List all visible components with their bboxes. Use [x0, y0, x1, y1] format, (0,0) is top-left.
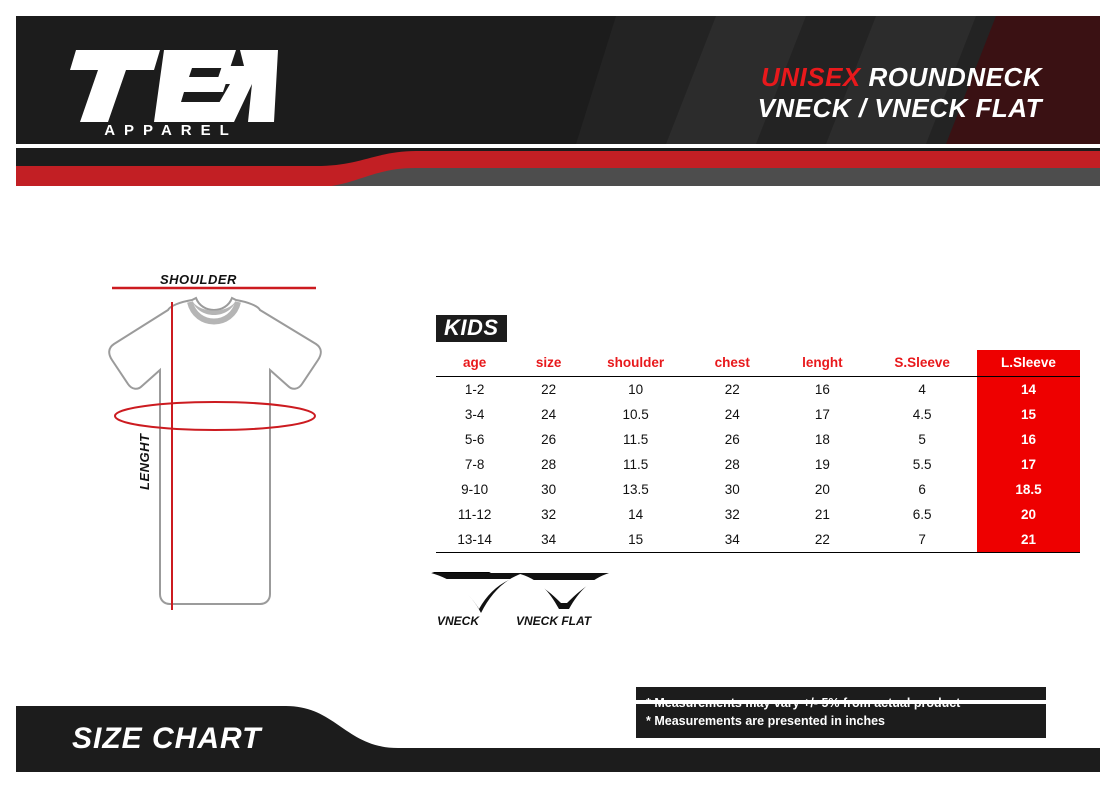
shoulder-label: SHOULDER: [160, 272, 237, 287]
cell-l-sleeve: 14: [977, 377, 1080, 403]
logo-subtitle: APPAREL: [104, 122, 238, 139]
table-row: [436, 477, 1080, 502]
table-row: [436, 452, 1080, 477]
cell-age: 9-10: [461, 482, 489, 497]
table-header-chest: chest: [687, 350, 777, 377]
table-header-size: size: [513, 350, 584, 377]
cell-shoulder: 11.5: [622, 457, 649, 472]
cell-age: 11-12: [457, 507, 492, 522]
cell-size: 30: [541, 482, 557, 497]
note-line-2: * Measurements are presented in inches: [646, 714, 885, 729]
table-header-row: [436, 350, 1080, 377]
table-row: [436, 502, 1080, 527]
cell-chest: 26: [724, 432, 740, 447]
cell-lenght: 17: [814, 407, 830, 422]
header-title-line-2: VNECK / VNECK FLAT: [757, 92, 1042, 123]
cell-age: 7-8: [464, 457, 485, 472]
cell-size: 22: [541, 382, 557, 397]
table-row: [436, 527, 1080, 553]
cell-l-sleeve: 17: [977, 452, 1080, 477]
cell-age: 1-2: [464, 382, 485, 397]
length-label: LENGHT: [137, 433, 152, 490]
cell-age: 3-4: [464, 407, 485, 422]
header-title: [758, 62, 1042, 123]
cell-s-sleeve: 6: [918, 482, 926, 497]
tshirt-diagram: [20, 258, 420, 638]
cell-shoulder: 15: [584, 527, 687, 553]
cell-l-sleeve: 15: [977, 402, 1080, 427]
cell-s-sleeve: 5.5: [912, 457, 932, 472]
cell-size: 26: [541, 432, 557, 447]
cell-size: 34: [513, 527, 584, 553]
vneck-label: VNECK: [437, 614, 480, 628]
cell-size: 28: [541, 457, 557, 472]
size-table: [436, 350, 1080, 553]
table-header-lenght: lenght: [777, 350, 867, 377]
cell-l-sleeve: 16: [977, 427, 1080, 452]
header-banner: [16, 16, 1100, 186]
table-row: [436, 427, 1080, 452]
cell-shoulder: 13.5: [622, 482, 649, 497]
cell-shoulder: 10: [628, 382, 644, 397]
cell-l-sleeve: 20: [977, 502, 1080, 527]
cell-l-sleeve: 21: [977, 527, 1080, 553]
table-header-shoulder: shoulder: [584, 350, 687, 377]
cell-chest: 32: [724, 507, 740, 522]
cell-age: 5-6: [464, 432, 485, 447]
cell-lenght: 19: [814, 457, 830, 472]
table-row: [436, 377, 1080, 403]
cell-lenght: 22: [777, 527, 867, 553]
cell-chest: 30: [724, 482, 740, 497]
cell-s-sleeve: 4.5: [912, 407, 932, 422]
cell-s-sleeve: 7: [867, 527, 976, 553]
table-row: [436, 402, 1080, 427]
header-title-line-1: [758, 62, 1042, 93]
cell-size: 32: [541, 507, 557, 522]
cell-lenght: 21: [814, 507, 830, 522]
cell-shoulder: 10.5: [622, 407, 649, 422]
cell-shoulder: 14: [628, 507, 644, 522]
cell-chest: 34: [687, 527, 777, 553]
table-header-s-sleeve: S.Sleeve: [867, 350, 976, 377]
vneck-flat-label: VNECK FLAT: [516, 614, 592, 628]
cell-shoulder: 11.5: [622, 432, 649, 447]
table-header-age: age: [436, 350, 513, 377]
cell-s-sleeve: 5: [918, 432, 926, 447]
header-title-rest: ROUNDNECK: [860, 62, 1042, 92]
cell-chest: 28: [724, 457, 740, 472]
cell-chest: 22: [724, 382, 740, 397]
cell-lenght: 20: [814, 482, 830, 497]
cell-l-sleeve: 18.5: [977, 477, 1080, 502]
table-header-l-sleeve: L.Sleeve: [977, 350, 1080, 377]
cell-size: 24: [541, 407, 557, 422]
cell-lenght: 16: [814, 382, 830, 397]
cell-chest: 24: [724, 407, 740, 422]
table-body: [436, 377, 1080, 553]
cell-lenght: 18: [814, 432, 830, 447]
cell-s-sleeve: 4: [918, 382, 926, 397]
header-title-accent: UNISEX: [760, 62, 861, 92]
kids-badge: KIDS: [436, 315, 507, 342]
cell-s-sleeve: 6.5: [912, 507, 932, 522]
cell-age: 13-14: [436, 527, 513, 553]
footer-title: SIZE CHART: [72, 722, 262, 755]
